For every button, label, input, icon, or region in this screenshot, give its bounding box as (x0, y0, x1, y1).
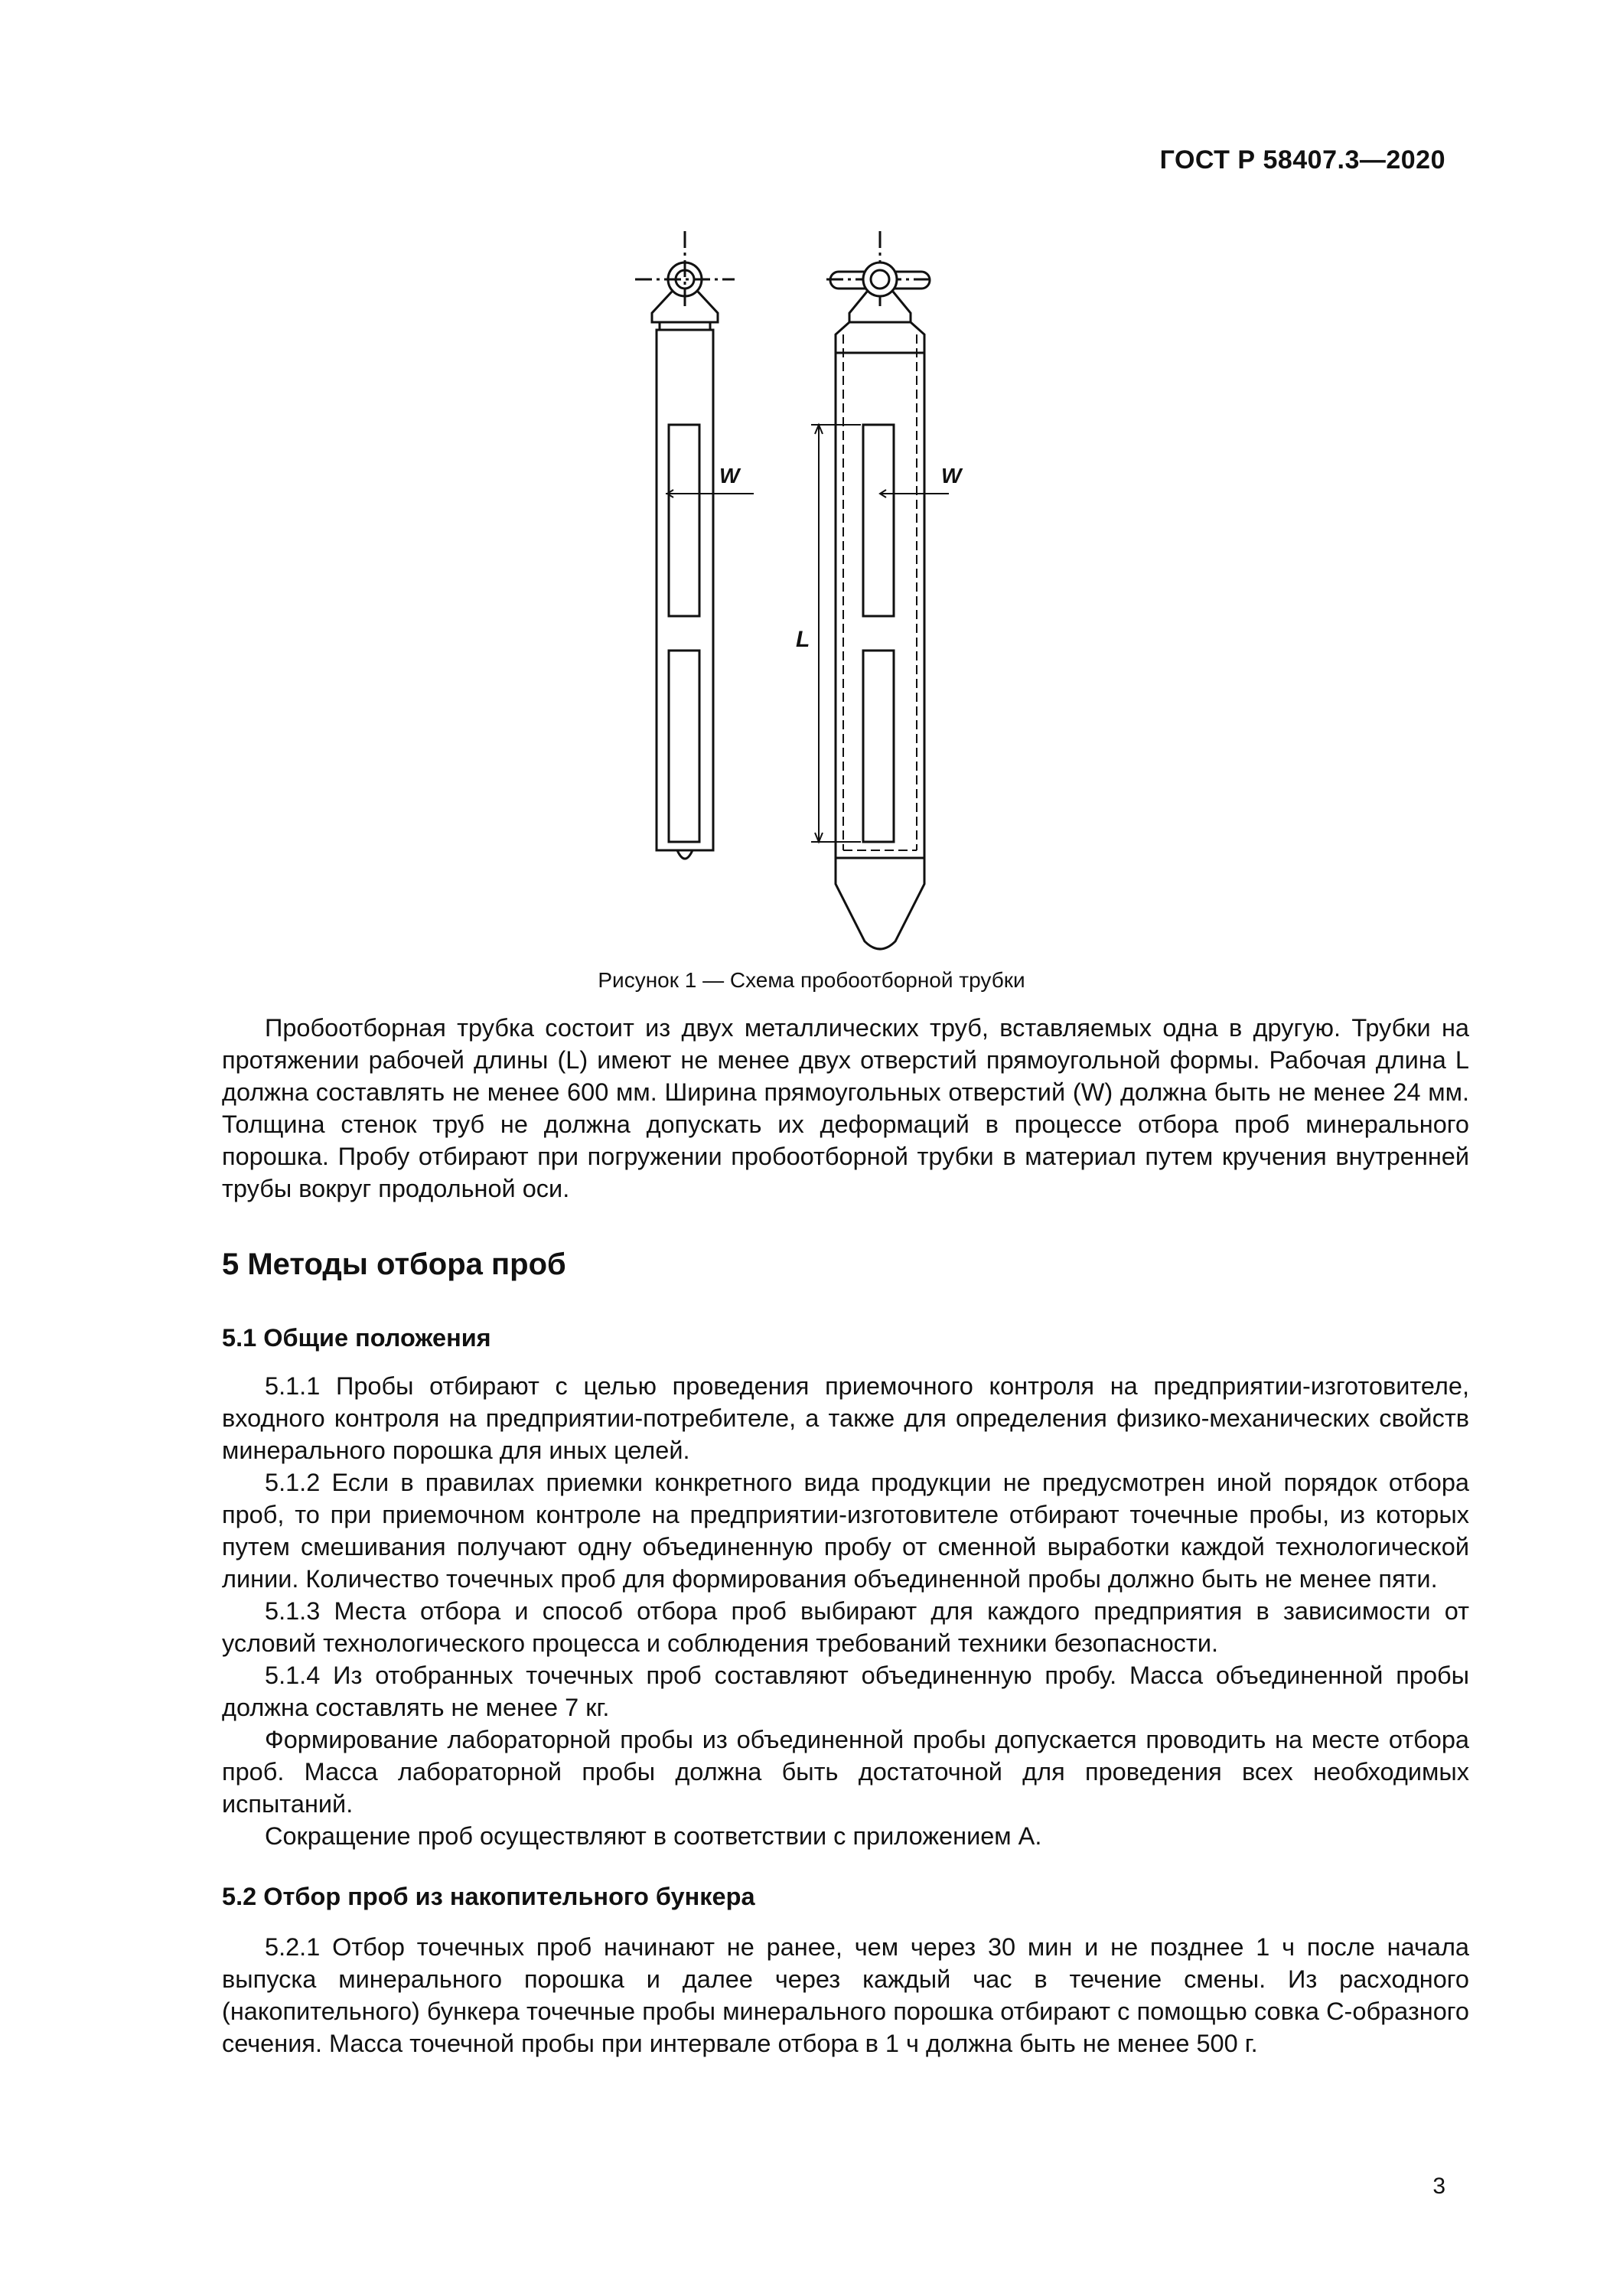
section-5-1-heading: 5.1 Общие положения (222, 1324, 491, 1352)
section-5-2-body (222, 1931, 1469, 2060)
figure-label-w-right: W (941, 464, 962, 488)
document-code: ГОСТ Р 58407.3—2020 (1159, 145, 1445, 174)
inner-tube-drawing (796, 231, 963, 949)
paragraph-lab-sample: Формирование лабораторной пробы из объединенной пробы допускается проводить на месте отбора проб. Масса лабораторной пробы должна быть достаточной для проведения всех необходимых испытаний. (222, 1726, 1469, 1818)
paragraph-5-2-1: 5.2.1 Отбор точечных проб начинают не ранее, чем через 30 мин и не позднее 1 ч после начала выпуска минерального порошка и далее через каждый час в течение смены. Из расходного (накопительного) бункера точечные пробы минерального порошка отбирают с помощью совка С-образного сечения. Масса точечной пробы при интервале отбора в 1 ч должна быть не менее 500 г. (222, 1933, 1469, 2057)
sampling-tube-diagram (612, 218, 1025, 953)
page-number: 3 (1432, 2174, 1445, 2199)
section-5-1-body (222, 1370, 1469, 1852)
figure-caption: Рисунок 1 — Схема пробоотборной трубки (598, 968, 1025, 992)
intro-paragraph-block (222, 1012, 1469, 1205)
figure-label-w-left: W (719, 464, 740, 488)
paragraph-5-1-3: 5.1.3 Места отбора и способ отбора проб выбирают для каждого предприятия в зависимости от условий технологического процесса и соблюдения требований техники безопасности. (222, 1597, 1469, 1657)
paragraph-5-1-2: 5.1.2 Если в правилах приемки конкретного вида продукции не предусмотрен иной порядок отбора проб, то при приемочном контроле на предприятии-изготовителе отбирают точечные пробы, из которых путем смешивания получают одну объединенную пробу от сменной выработки каждой технологической линии. Количество точечных проб для формирования объединенной пробы должно быть не менее пяти. (222, 1469, 1469, 1593)
figure-label-l: L (796, 627, 810, 652)
intro-paragraph: Пробоотборная трубка состоит из двух металлических труб, вставляемых одна в другую. Трубки на протяжении рабочей длины (L) имеют не менее двух отверстий прямоугольной формы. Рабочая длина L должна составлять не менее 600 мм. Ширина прямоугольных отверстий (W) должна быть не менее 24 мм. Толщина стенок труб не должна допускать их деформаций в процессе отбора проб минерального порошка. Пробу отбирают при погружении пробоотборной трубки в материал путем кручения внутренней трубы вокруг продольной оси. (222, 1014, 1469, 1202)
section-5-2-heading: 5.2 Отбор проб из накопительного бункера (222, 1883, 755, 1910)
paragraph-5-1-4: 5.1.4 Из отобранных точечных проб составляют объединенную пробу. Масса объединенной пробы должна составлять не менее 7 кг. (222, 1662, 1469, 1721)
paragraph-5-1-1: 5.1.1 Пробы отбирают с целью проведения приемочного контроля на предприятии-изготовителе, входного контроля на предприятии-потребителе, а также для определения физико-механических свойств минерального порошка для иных целей. (222, 1372, 1469, 1464)
outer-tube-drawing (635, 231, 754, 859)
section-5-heading: 5 Методы отбора проб (222, 1247, 566, 1281)
paragraph-sample-reduction: Сокращение проб осуществляют в соответствии с приложением А. (265, 1822, 1042, 1850)
